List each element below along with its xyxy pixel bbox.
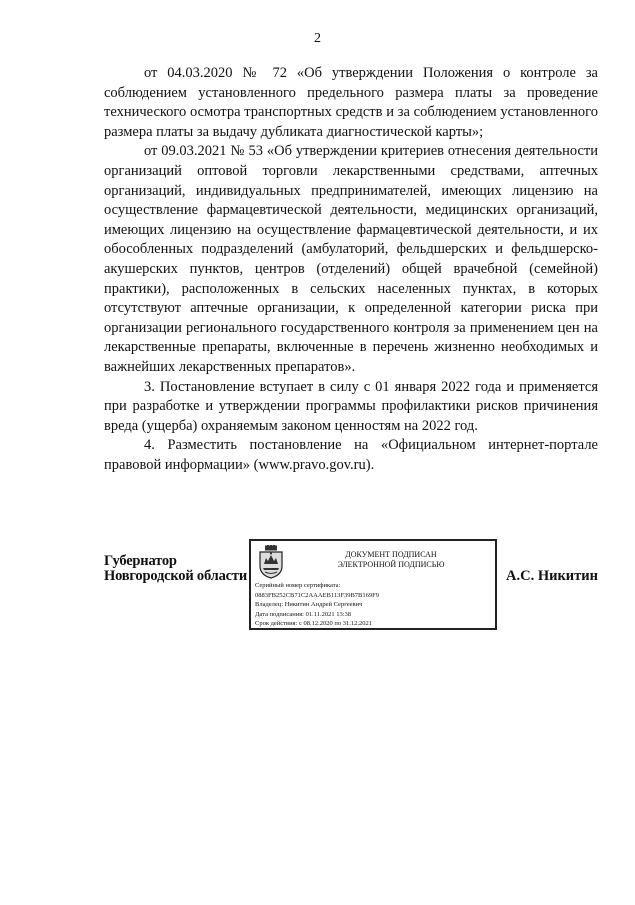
- certificate-details: [255, 581, 495, 629]
- signatory-position: [104, 554, 247, 584]
- signatory-position-line1: Губернатор: [104, 553, 177, 569]
- coat-of-arms-icon: [256, 545, 286, 579]
- electronic-signature-stamp: [249, 539, 497, 630]
- page-number: 2: [314, 31, 321, 46]
- certificate-serial-label: Серийный номер сертификата:: [255, 582, 341, 589]
- stamp-title-line1: ДОКУМЕНТ ПОДПИСАН: [345, 550, 437, 559]
- document-body: [104, 64, 598, 475]
- certificate-validity: Срок действия: с 08.12.2020 по 31.12.2021: [255, 620, 372, 627]
- signatory-name: А.С. Никитин: [506, 568, 598, 584]
- signing-date: Дата подписания: 01.11.2021 13:38: [255, 610, 352, 618]
- signature-block: [104, 537, 598, 632]
- paragraph-resolution-72: от 04.03.2020 № 72 «Об утверждении Положения о контроле за соблюдением установленного предельного размера платы за проведение технического осмотра транспортных средств и за соблюдением установленного размера платы за выдачу дубликата диагностической карты»;: [104, 65, 598, 140]
- paragraph-resolution-53: от 09.03.2021 № 53 «Об утверждении критериев отнесения деятельности организаций оптовой торговли лекарственными средствами, аптечных организаций, индивидуальных предпринимателей, имеющих лицензию на осуществление фармацевтической деятельности, медицинских организаций, имеющих лицензию на осуществление фармацевтической деятельности, и их обособленных подразделений (амбулаторий, фельдшерских и фельдшерско-акушерских пунктов, центров (отделений) общей врачебной (семейной) практики), расположенных в сельских населенных пунктах, в которых отсутствуют аптечные организации, к определенной категории риска при организации регионального государственного контроля за применением цен на лекарственные препараты, включенные в перечень жизненно необходимых и важнейших лекарственных препаратов».: [104, 143, 598, 375]
- paragraph-effective-date: 3. Постановление вступает в силу с 01 января 2022 года и применяется при разработке и утверждении программы профилактики рисков причинения вреда (ущерба) охраняемым законом ценностям на 2022 год.: [104, 378, 598, 434]
- stamp-title: [291, 550, 491, 570]
- certificate-serial-value: 0883FB252CB71C2AAAEB113F39B7B169F9: [255, 591, 380, 599]
- signatory-position-line2: Новгородской области: [104, 568, 247, 584]
- certificate-owner: Владелец: Никитин Андрей Сергеевич: [255, 601, 363, 608]
- stamp-title-line2: ЭЛЕКТРОННОЙ ПОДПИСЬЮ: [337, 560, 445, 569]
- paragraph-publication: 4. Разместить постановление на «Официальном интернет-портале правовой информации» (www.pravo.gov.ru).: [104, 437, 598, 473]
